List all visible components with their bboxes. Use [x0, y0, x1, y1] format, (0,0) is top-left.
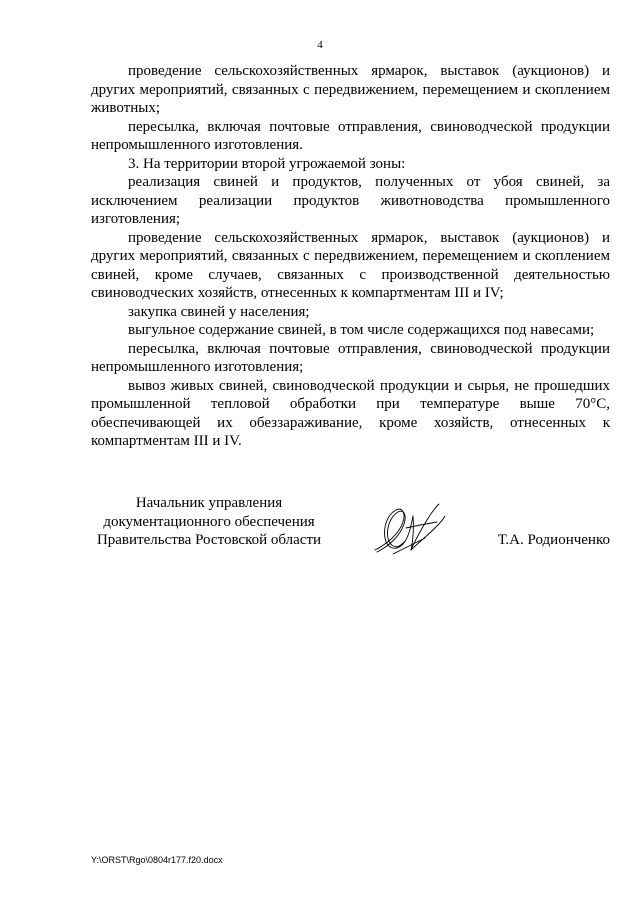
- signer-title: [91, 494, 327, 550]
- handwritten-signature: [373, 494, 453, 556]
- signature-block: [91, 494, 610, 564]
- file-path: Y:\ORST\Rgo\0804r177.f20.docx: [91, 855, 223, 865]
- paragraph: проведение сельскохозяйственных ярмарок, выставок (аукционов) и других мероприятий, связанных с передвижением, перемещением и скоплением свиней, кроме случаев, связанных с производственной деятельностью свиноводческих хозяйств, отнесенных к компартментам III и IV;: [91, 229, 610, 301]
- page-number: 4: [317, 39, 323, 51]
- signer-title-line: Начальник управления: [135, 495, 283, 511]
- paragraph: закупка свиней у населения;: [128, 303, 310, 320]
- paragraph: пересылка, включая почтовые отправления, свиноводческой продукции непромышленного изготовления;: [91, 340, 610, 375]
- paragraph: вывоз живых свиней, свиноводческой продукции и сырья, не прошедших промышленной тепловой обработки при температуре выше 70°С, обеспечивающей их обеззараживание, кроме хозяйств, отнесенных к компартментам III и IV.: [91, 377, 610, 449]
- document-body: [91, 62, 610, 451]
- signer-title-line: документационного обеспечения: [103, 513, 315, 530]
- section-heading: 3. На территории второй угрожаемой зоны:: [128, 155, 406, 172]
- paragraph: проведение сельскохозяйственных ярмарок, выставок (аукционов) и других мероприятий, связанных с передвижением, перемещением и скоплением животных;: [91, 63, 610, 116]
- paragraph: выгульное содержание свиней, в том числе содержащихся под навесами;: [128, 322, 595, 338]
- signer-title-line: Правительства Ростовской области: [96, 532, 322, 548]
- paragraph: пересылка, включая почтовые отправления, свиноводческой продукции непромышленного изготовления.: [91, 118, 610, 153]
- paragraph: реализация свиней и продуктов, полученных от убоя свиней, за исключением реализации продуктов животноводства промышленного изготовления;: [91, 174, 610, 227]
- signer-name: Т.А. Родионченко: [497, 532, 610, 548]
